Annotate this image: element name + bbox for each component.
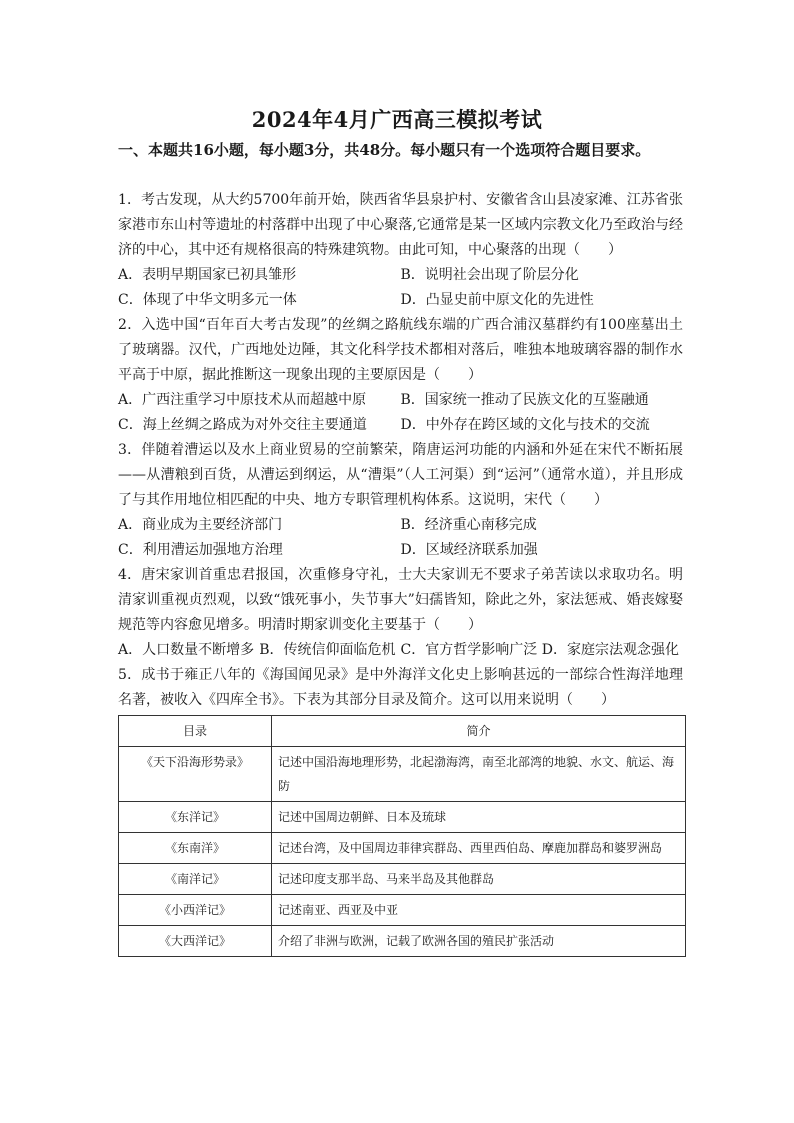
question-4 <box>118 563 683 663</box>
table-cell-title: 《大西洋记》 <box>119 926 272 957</box>
option-d: D．区域经济联系加强 <box>400 542 538 558</box>
table-cell-summary: 记述中国沿海地理形势，北起渤海湾，南至北部湾的地貌、水文、航运、海防 <box>272 747 686 802</box>
option-a: A．表明早期国家已初具雏形 <box>118 267 297 283</box>
catalog-table <box>118 715 686 957</box>
option-d: D．中外存在跨区域的文化与技术的交流 <box>400 417 650 433</box>
section-heading: 一、本题共16小题，每小题3分，共48分。每小题只有一个选项符合题目要求。 <box>118 141 651 159</box>
table-cell-summary: 记述中国周边朝鲜、日本及琉球 <box>272 802 686 833</box>
option-c: C．官方哲学影响广泛 <box>400 642 538 658</box>
table-cell-title: 《南洋记》 <box>119 864 272 895</box>
question-1 <box>118 188 683 313</box>
option-a: A．人口数量不断增多 <box>118 642 255 658</box>
table-cell-summary: 记述印度支那半岛、马来半岛及其他群岛 <box>272 864 686 895</box>
option-b: B．传统信仰面临危机 <box>259 642 396 658</box>
question-list <box>118 188 683 957</box>
table-row <box>119 895 686 926</box>
question-2 <box>118 313 683 438</box>
option-d: D．凸显史前中原文化的先进性 <box>400 292 594 308</box>
question-stem: 4．唐宋家训首重忠君报国，次重修身守礼，士大夫家训无不要求子弟苦读以求取功名。明清家训重视贞烈观，以致“饿死事小，失节事大”妇孺皆知，除此之外，家法惩戒、婚丧嫁娶规范等内容愈见增多。明清时期家训变化主要基于（ ） <box>118 567 683 633</box>
table-row <box>119 833 686 864</box>
option-list <box>118 263 683 313</box>
table-cell-title: 《天下沿海形势录》 <box>119 747 272 802</box>
option-b: B．国家统一推动了民族文化的互鉴融通 <box>400 392 649 408</box>
table-header-summary: 简介 <box>272 716 686 747</box>
question-3 <box>118 438 683 563</box>
option-a: A．广西注重学习中原技术从而超越中原 <box>118 392 367 408</box>
table-cell-title: 《东洋记》 <box>119 802 272 833</box>
page-title: 2024年4月广西高三模拟考试 <box>251 107 543 132</box>
table-cell-summary: 记述台湾，及中国周边菲律宾群岛、西里西伯岛、摩鹿加群岛和婆罗洲岛 <box>272 833 686 864</box>
question-5 <box>118 663 683 957</box>
table-row <box>119 864 686 895</box>
option-list <box>118 513 683 563</box>
option-a: A．商业成为主要经济部门 <box>118 517 283 533</box>
table-row <box>119 747 686 802</box>
option-c: C．体现了中华文明多元一体 <box>118 292 297 308</box>
question-stem: 1．考古发现，从大约5700年前开始，陕西省华县泉护村、安徽省含山县凌家滩、江苏省张家港市东山村等遗址的村落群中出现了中心聚落,它通常是某一区域内宗教文化乃至政治与经济的中心，其中还有规格很高的特殊建筑物。由此可知，中心聚落的出现（ ） <box>118 192 683 258</box>
option-b: B．说明社会出现了阶层分化 <box>400 267 579 283</box>
table-row <box>119 926 686 957</box>
option-c: C．海上丝绸之路成为对外交往主要通道 <box>118 417 367 433</box>
option-b: B．经济重心南移完成 <box>400 517 537 533</box>
option-list <box>118 638 683 663</box>
option-d: D．家庭宗法观念强化 <box>541 642 679 658</box>
option-c: C．利用漕运加强地方治理 <box>118 542 283 558</box>
table-header-catalog: 目录 <box>119 716 272 747</box>
option-list <box>118 388 683 438</box>
question-stem: 5．成书于雍正八年的《海国闻见录》是中外海洋文化史上影响甚远的一部综合性海洋地理名著，被收入《四库全书》。下表为其部分目录及简介。这可以用来说明（ ） <box>118 667 683 708</box>
table-cell-title: 《东南洋》 <box>119 833 272 864</box>
table-cell-summary: 介绍了非洲与欧洲，记载了欧洲各国的殖民扩张活动 <box>272 926 686 957</box>
table-header-row <box>119 716 686 747</box>
question-stem: 3．伴随着漕运以及水上商业贸易的空前繁荣，隋唐运河功能的内涵和外延在宋代不断拓展——从漕粮到百货，从漕运到纲运，从“漕渠”（人工河渠）到“运河”（通常水道），并且形成了与其作用地位相匹配的中央、地方专职管理机构体系。这说明，宋代（ ） <box>118 442 683 508</box>
table-row <box>119 802 686 833</box>
question-stem: 2．入选中国“百年百大考古发现”的丝绸之路航线东端的广西合浦汉墓群约有100座墓出土了玻璃器。汉代，广西地处边陲，其文化科学技术都相对落后，唯独本地玻璃容器的制作水平高于中原，据此推断这一现象出现的主要原因是（ ） <box>118 317 683 383</box>
table-cell-summary: 记述南亚、西亚及中亚 <box>272 895 686 926</box>
table-cell-title: 《小西洋记》 <box>119 895 272 926</box>
